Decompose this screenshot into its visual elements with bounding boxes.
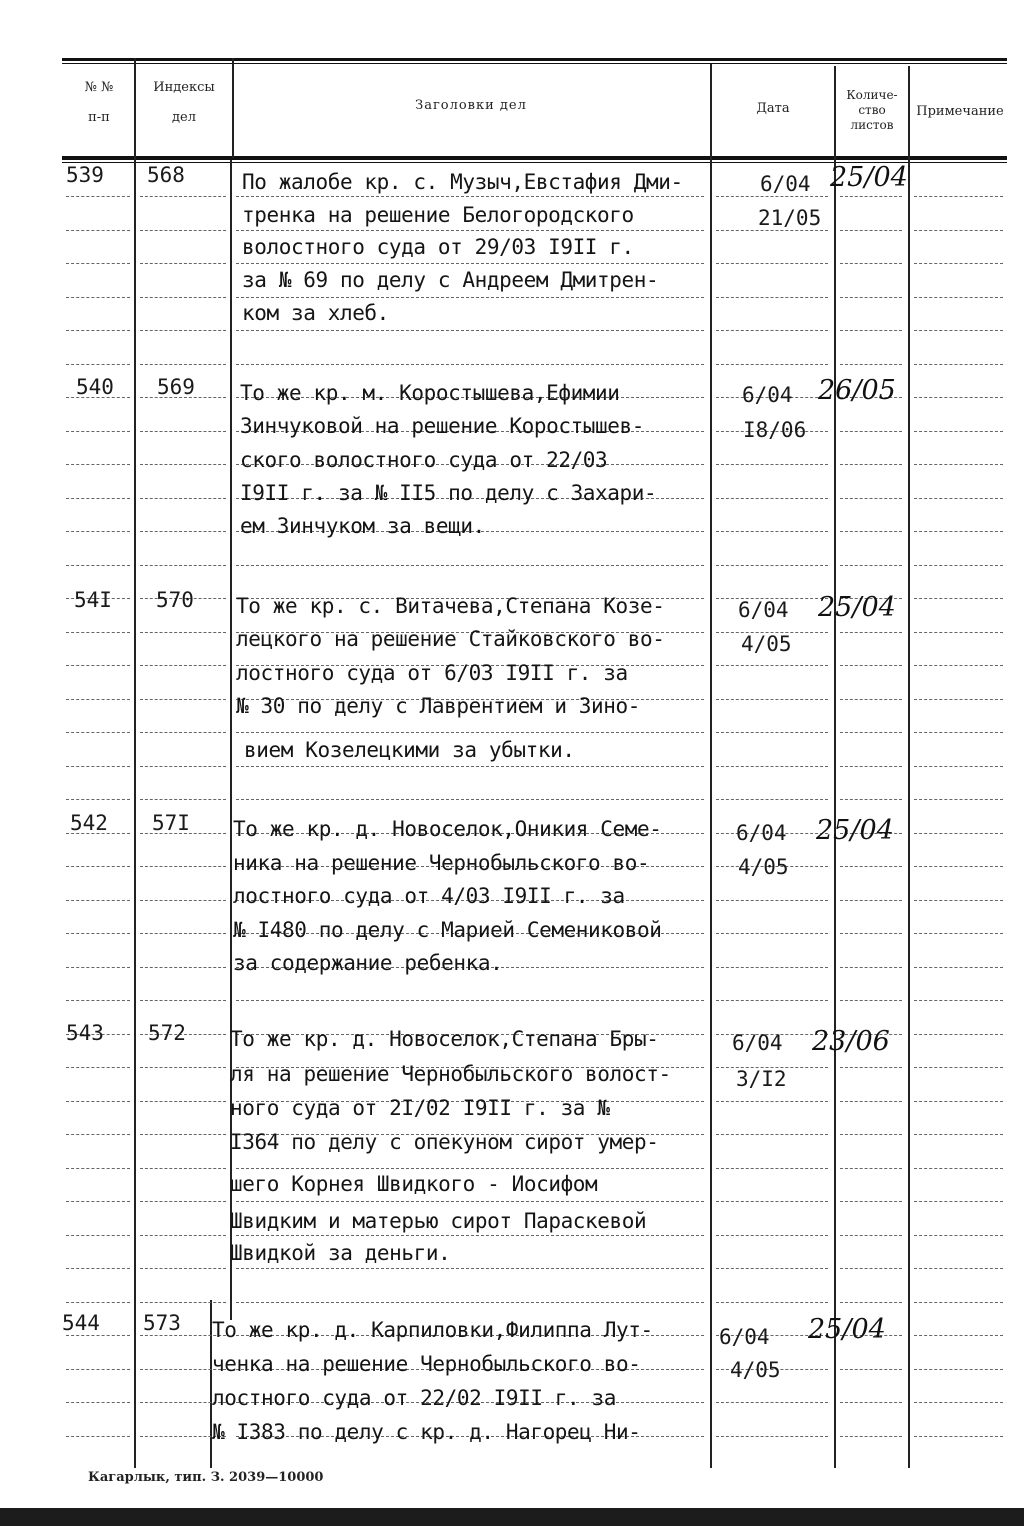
ruling-line: [140, 1000, 226, 1001]
ruling-line: [914, 1268, 1003, 1269]
ruling-line: [236, 263, 704, 264]
ruling-line: [716, 263, 828, 264]
ruling-line: [716, 297, 828, 298]
row-540-title-3: ского волостного суда от 22/03: [240, 448, 608, 472]
ruling-line: [914, 665, 1003, 666]
ruling-line: [66, 364, 130, 365]
ruling-line: [236, 1168, 704, 1169]
ruling-line: [840, 330, 902, 331]
row-542-title-5: за содержание ребенка.: [233, 951, 503, 975]
row-540-index: 569: [157, 375, 195, 399]
ruling-line: [840, 766, 902, 767]
ruling-line: [840, 431, 902, 432]
ruling-line: [716, 364, 828, 365]
row-544-title-2: ченка на решение Чернобыльского во-: [212, 1352, 641, 1376]
ruling-line: [716, 230, 828, 231]
ruling-line: [840, 1067, 902, 1068]
ruling-line: [66, 900, 130, 901]
ruling-line: [840, 1436, 902, 1437]
row-539-date-start: 6/04: [760, 172, 811, 196]
ruling-line: [66, 1067, 130, 1068]
row-541-date-start: 6/04: [738, 598, 789, 622]
ruling-line: [716, 933, 828, 934]
ruling-line: [914, 1168, 1003, 1169]
ruling-line: [840, 1134, 902, 1135]
ruling-line: [236, 196, 704, 197]
bottom-edge: [0, 1508, 1024, 1526]
row-540-date-end: I8/06: [743, 418, 807, 442]
ruling-line: [914, 1402, 1003, 1403]
ruling-line: [66, 263, 130, 264]
ruling-line: [140, 196, 226, 197]
ruling-line: [236, 1000, 704, 1001]
ruling-line: [66, 297, 130, 298]
header-date: Дата: [756, 101, 790, 116]
ruling-line: [840, 230, 902, 231]
row-539-title-2: тренка на решение Белогородского: [242, 203, 634, 227]
ruling-line: [66, 799, 130, 800]
row-542-title-1: То же кр. д. Новоселок,Оникия Семе-: [233, 817, 662, 841]
ruling-line: [236, 799, 704, 800]
ruling-line: [140, 1101, 226, 1102]
row-543-title-1: То же кр. д. Новоселок,Степана Бры-: [230, 1027, 659, 1051]
ruling-line: [840, 297, 902, 298]
row-543-date-end: 3/I2: [736, 1067, 787, 1091]
ruling-line: [236, 766, 704, 767]
row-543-title-7: Швидкой за деньги.: [230, 1241, 451, 1265]
ruling-line: [140, 665, 226, 666]
ruling-line: [140, 1268, 226, 1269]
row-544-date-end: 4/05: [730, 1358, 781, 1382]
col-divider-2: [232, 58, 234, 158]
ruling-line: [66, 1101, 130, 1102]
header-count-line1: Количе-: [846, 88, 898, 102]
ruling-line: [840, 464, 902, 465]
ruling-line: [840, 866, 902, 867]
ruling-line: [140, 1168, 226, 1169]
ruling-line: [236, 297, 704, 298]
ruling-line: [716, 732, 828, 733]
row-541-index: 570: [156, 588, 194, 612]
ruling-line: [140, 431, 226, 432]
ruling-line: [140, 1235, 226, 1236]
ruling-line: [840, 1268, 902, 1269]
ruling-line: [914, 799, 1003, 800]
ruling-line: [914, 464, 1003, 465]
ruling-line: [66, 1201, 130, 1202]
header-bottom-rule: [62, 156, 1007, 160]
header-index-line1: Индексы: [153, 80, 215, 95]
ruling-line: [840, 364, 902, 365]
ruling-line: [140, 565, 226, 566]
row-543-title-6: Швидким и матерью сирот Параскевой: [230, 1209, 647, 1233]
ruling-line: [140, 330, 226, 331]
row-543-title-5: шего Корнея Швидкого - Иосифом: [230, 1172, 598, 1196]
ruling-line: [840, 699, 902, 700]
ruling-line: [914, 364, 1003, 365]
ruling-line: [66, 665, 130, 666]
ruling-line: [66, 196, 130, 197]
row-544-date-start: 6/04: [719, 1325, 770, 1349]
header-num: [66, 80, 132, 126]
ruling-line: [840, 732, 902, 733]
ruling-line: [140, 230, 226, 231]
ruling-line: [66, 967, 130, 968]
ruling-line: [236, 1302, 704, 1303]
ruling-line: [66, 1000, 130, 1001]
ruling-line: [140, 297, 226, 298]
header-index: [138, 80, 230, 126]
col-divider-4: [834, 66, 836, 1468]
ruling-line: [914, 598, 1003, 599]
ruling-line: [66, 1402, 130, 1403]
row-544-title-3: лостного суда от 22/02 I9II г. за: [212, 1386, 617, 1410]
ruling-line: [914, 900, 1003, 901]
row-540-sheets: 26/05: [818, 375, 896, 406]
ruling-line: [236, 1201, 704, 1202]
header-num-line2: п-п: [88, 110, 110, 125]
ruling-line: [840, 1235, 902, 1236]
ruling-line: [914, 1436, 1003, 1437]
ruling-line: [914, 1101, 1003, 1102]
row-539-date-end: 21/05: [758, 206, 822, 230]
ruling-line: [66, 766, 130, 767]
ruling-line: [140, 632, 226, 633]
ruling-line: [140, 967, 226, 968]
ruling-line: [236, 230, 704, 231]
ruling-line: [716, 766, 828, 767]
ruling-line: [716, 1201, 828, 1202]
ruling-line: [914, 1235, 1003, 1236]
row-540-title-1: То же кр. м. Коростышева,Ефимии: [240, 381, 620, 405]
row-539-title-5: ком за хлеб.: [242, 301, 389, 325]
ruling-line: [914, 565, 1003, 566]
ruling-line: [840, 632, 902, 633]
ruling-line: [140, 1067, 226, 1068]
row-542-date-start: 6/04: [736, 821, 787, 845]
col-divider-3: [710, 64, 712, 1468]
ruling-line: [914, 1369, 1003, 1370]
ruling-line: [840, 498, 902, 499]
ruling-line: [914, 1134, 1003, 1135]
ruling-line: [66, 464, 130, 465]
top-rule: [62, 58, 1007, 61]
row-541-sheets: 25/04: [818, 592, 896, 623]
ruling-line: [840, 1302, 902, 1303]
ruling-line: [840, 1201, 902, 1202]
ruling-line: [914, 766, 1003, 767]
ruling-line: [914, 1302, 1003, 1303]
header-index-line2: дел: [172, 110, 196, 125]
row-542-index: 57I: [152, 811, 190, 835]
header-num-line1: № №: [84, 80, 114, 95]
ruling-line: [66, 1268, 130, 1269]
row-541-title-4: № 30 по делу с Лаврентием и Зино-: [236, 694, 641, 718]
ruling-line: [716, 1402, 828, 1403]
ruling-line: [914, 531, 1003, 532]
ruling-line: [236, 565, 704, 566]
ruling-line: [716, 1235, 828, 1236]
row-544-title-1: То же кр. д. Карпиловки,Филиппа Лут-: [212, 1318, 653, 1342]
row-540-num: 540: [76, 375, 114, 399]
ruling-line: [914, 297, 1003, 298]
ruling-line: [66, 565, 130, 566]
row-540-title-5: ем Зинчуком за вещи.: [240, 514, 485, 538]
ruling-line: [66, 1369, 130, 1370]
ruling-line: [140, 933, 226, 934]
ruling-line: [914, 230, 1003, 231]
row-540-title-4: I9II г. за № II5 по делу с Захари-: [240, 481, 657, 505]
ruling-line: [140, 866, 226, 867]
ruling-line: [914, 1335, 1003, 1336]
ruling-line: [840, 1402, 902, 1403]
row-540-title-2: Зинчуковой на решение Коростышев-: [240, 414, 645, 438]
row-544-title-4: № I383 по делу с кр. д. Нагорец Ни-: [212, 1420, 641, 1444]
ruling-line: [66, 933, 130, 934]
ruling-line: [840, 967, 902, 968]
ruling-line: [236, 1235, 704, 1236]
ruling-line: [716, 1101, 828, 1102]
ruling-line: [66, 732, 130, 733]
ruling-line: [140, 1201, 226, 1202]
ruling-line: [914, 1201, 1003, 1202]
row-539-index: 568: [147, 163, 185, 187]
col-divider-5: [908, 66, 910, 1468]
top-rule-2: [62, 63, 1007, 64]
ruling-line: [140, 531, 226, 532]
row-541-num: 54I: [74, 588, 112, 612]
ruling-line: [840, 565, 902, 566]
ruling-line: [140, 766, 226, 767]
row-541-title-5: вием Козелецкими за убытки.: [244, 738, 575, 762]
ruling-line: [140, 699, 226, 700]
ruling-line: [716, 1134, 828, 1135]
row-543-title-3: ного суда от 2I/02 I9II г. за №: [230, 1096, 610, 1120]
ruling-line: [66, 1302, 130, 1303]
ruling-line: [914, 732, 1003, 733]
ruling-line: [716, 565, 828, 566]
row-539-title-3: волостного суда от 29/03 I9II г.: [242, 235, 634, 259]
ruling-line: [840, 1369, 902, 1370]
ruling-line: [840, 900, 902, 901]
ruling-line: [716, 330, 828, 331]
header-count-line3: листов: [850, 118, 894, 132]
ruling-line: [840, 263, 902, 264]
ruling-line: [914, 196, 1003, 197]
row-543-index: 572: [148, 1021, 186, 1045]
row-541-title-1: То же кр. с. Витачева,Степана Козе-: [236, 594, 665, 618]
row-541-date-end: 4/05: [741, 632, 792, 656]
header-count-line2: ство: [858, 103, 886, 117]
ruling-line: [140, 364, 226, 365]
ruling-line: [716, 1168, 828, 1169]
ruling-line: [140, 799, 226, 800]
ruling-line: [66, 1436, 130, 1437]
ruling-line: [716, 1302, 828, 1303]
ruling-line: [840, 933, 902, 934]
ruling-line: [716, 665, 828, 666]
ruling-line: [66, 498, 130, 499]
ruling-line: [840, 1000, 902, 1001]
ruling-line: [66, 230, 130, 231]
ruling-line: [716, 699, 828, 700]
ruling-line: [840, 531, 902, 532]
ruling-line: [914, 933, 1003, 934]
header-title: Заголовки дел: [415, 98, 527, 113]
ruling-line: [66, 431, 130, 432]
ruling-line: [840, 1101, 902, 1102]
ruling-line: [914, 1034, 1003, 1035]
ruling-line: [66, 1335, 130, 1336]
ruling-line: [236, 330, 704, 331]
ruling-line: [140, 900, 226, 901]
row-544-num: 544: [62, 1311, 100, 1335]
ruling-line: [914, 833, 1003, 834]
ruling-line: [840, 196, 902, 197]
ruling-line: [66, 1235, 130, 1236]
row-543-num: 543: [66, 1021, 104, 1045]
ruling-line: [716, 1436, 828, 1437]
ruling-line: [66, 531, 130, 532]
ruling-line: [236, 732, 704, 733]
row-543-date-start: 6/04: [732, 1031, 783, 1055]
ruling-line: [914, 431, 1003, 432]
ruling-line: [140, 263, 226, 264]
ruling-line: [140, 732, 226, 733]
header-note: Примечание: [916, 104, 1004, 119]
row-542-title-4: № I480 по делу с Марией Семениковой: [233, 918, 662, 942]
print-imprint: Кагарлык, тип. З. 2039—10000: [88, 1470, 324, 1485]
row-540-date-start: 6/04: [742, 383, 793, 407]
row-544-index: 573: [143, 1311, 181, 1335]
ruling-line: [66, 632, 130, 633]
row-542-title-3: лостного суда от 4/03 I9II г. за: [233, 884, 625, 908]
row-539-num: 539: [66, 163, 104, 187]
row-542-date-end: 4/05: [738, 855, 789, 879]
row-541-title-3: лостного суда от 6/03 I9II г. за: [236, 661, 628, 685]
ruling-line: [914, 967, 1003, 968]
ruling-line: [716, 498, 828, 499]
ruling-line: [914, 263, 1003, 264]
header-count: [836, 88, 908, 133]
row-541-title-2: лецкого на решение Стайковского во-: [236, 627, 665, 651]
ruling-line: [716, 900, 828, 901]
ruling-line: [840, 799, 902, 800]
ruling-line: [914, 330, 1003, 331]
ruling-line: [236, 1268, 704, 1269]
ruling-line: [840, 665, 902, 666]
ruling-line: [914, 699, 1003, 700]
row-539-title-4: за № 69 по делу с Андреем Дмитрен-: [242, 268, 659, 292]
ruling-line: [140, 464, 226, 465]
ruling-line: [716, 531, 828, 532]
ruling-line: [716, 1268, 828, 1269]
ruling-line: [716, 967, 828, 968]
ruling-line: [914, 498, 1003, 499]
row-542-sheets: 25/04: [816, 815, 894, 846]
row-539-sheets: 25/04: [830, 162, 908, 193]
ruling-line: [716, 464, 828, 465]
row-539-title-1: По жалобе кр. с. Музыч,Евстафия Дми-: [242, 170, 683, 194]
ruling-line: [716, 799, 828, 800]
ruling-line: [140, 1134, 226, 1135]
ruling-line: [66, 1134, 130, 1135]
ruling-line: [66, 330, 130, 331]
row-543-title-2: ля на решение Чернобыльского волост-: [230, 1062, 671, 1086]
ruling-line: [716, 1000, 828, 1001]
ruling-line: [66, 866, 130, 867]
row-544-sheets: 25/04: [808, 1314, 886, 1345]
ruling-line: [716, 196, 828, 197]
row-542-num: 542: [70, 811, 108, 835]
ruling-line: [140, 1302, 226, 1303]
col-divider-1: [134, 58, 136, 1468]
ruling-line: [66, 699, 130, 700]
ruling-line: [236, 364, 704, 365]
ruling-line: [914, 1000, 1003, 1001]
row-542-title-2: ника на решение Чернобыльского во-: [233, 851, 650, 875]
ruling-line: [840, 1168, 902, 1169]
row-543-sheets: 23/06: [812, 1026, 890, 1057]
ruling-line: [914, 632, 1003, 633]
ruling-line: [66, 1168, 130, 1169]
ruling-line: [914, 1067, 1003, 1068]
row-543-title-4: I364 по делу с опекуном сирот умер-: [230, 1130, 659, 1154]
ruling-line: [914, 866, 1003, 867]
ruling-line: [914, 397, 1003, 398]
ruling-line: [140, 498, 226, 499]
